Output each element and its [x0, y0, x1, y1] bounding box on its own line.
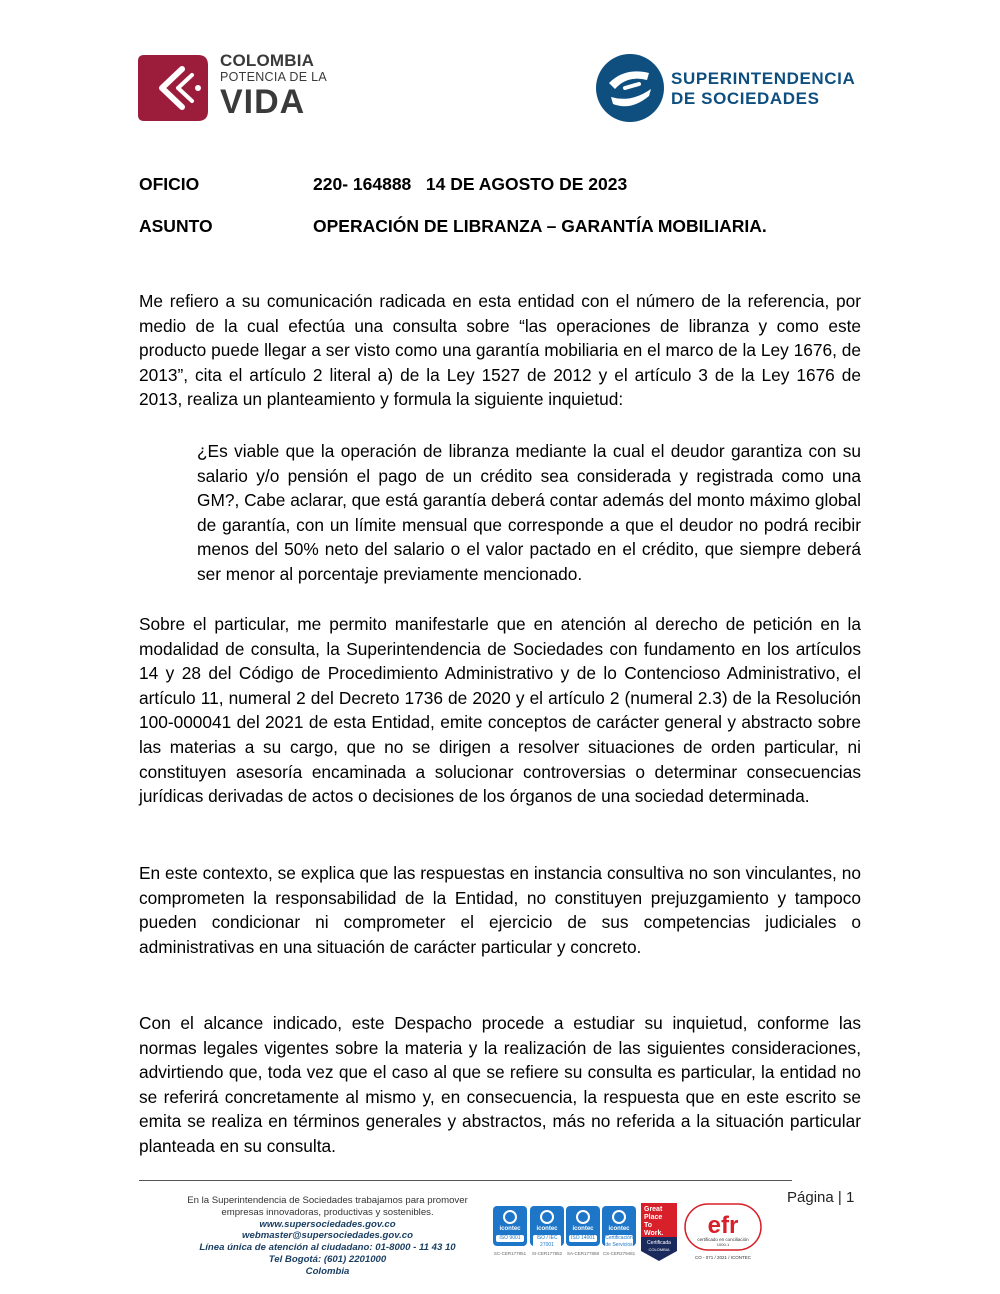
supersociedades-logo-line2: DE SOCIEDADES	[671, 89, 820, 108]
colombia-logo-text	[220, 52, 327, 119]
footer-divider	[139, 1180, 792, 1181]
footer-mission-line2: empresas innovadoras, productivas y sostenibles.	[221, 1206, 434, 1218]
oficio-label: OFICIO	[139, 174, 200, 194]
icontec-icon	[503, 1210, 517, 1224]
colombia-logo-line1: COLOMBIA	[220, 51, 315, 70]
quoted-inquiry: ¿Es viable que la operación de libranza mediante la cual el deudor garantiza con su salario y/o pensión el pago de un crédito sea considerada y registrada como una GM?, Cabe aclarar, que está garantía deberá contar además del monto máximo global de garantía, con un límite mensual que corresponde a que el deudor no podrá recibir menos del 50% neto del salario o el valor pactado en el crédito, que siempre deberá ser menor al porcentaje previamente mencionado.	[197, 441, 861, 584]
superintendencia-de-sociedades-logo	[595, 53, 885, 125]
footer-email-link[interactable]: webmaster@supersociedades.gov.co	[242, 1230, 413, 1242]
paragraph-non-binding: En este contexto, se explica que las respuestas en instancia consultiva no son vinculantes, no comprometen la responsabilidad de la Entidad, no constituyen prejuzgamiento y tampoco pueden condicionar ni comprometer el ejercicio de sus competencias judiciales o administrativas en una situación de carácter particular y concreto.	[139, 863, 861, 957]
footer-country: Colombia	[305, 1265, 350, 1277]
footer-contact-block	[175, 1195, 480, 1278]
supersociedades-logo-text	[671, 69, 855, 109]
icontec-icon	[540, 1210, 554, 1224]
colombia-potencia-de-la-vida-logo	[138, 52, 328, 124]
cert-brand: icontec	[608, 1226, 630, 1232]
efr-certification-badge	[683, 1203, 763, 1263]
supersociedades-logo-line1: SUPERINTENDENCIA	[671, 69, 856, 88]
asunto-label: ASUNTO	[139, 216, 213, 236]
paragraph-scope: Con el alcance indicado, este Despacho procede a estudiar su inquietud, conforme las normas legales vigentes sobre la materia y la realización de las siguientes consideraciones, advirtiendo que, toda vez que el caso al que se refiere su consulta es particular, la entidad no se referirá concretamente al mismo y, en consecuencia, la respuesta que en este escrito se emita se realiza en términos generales y abstractos, más no referida a la situación particular planteada en su consulta.	[139, 1013, 861, 1156]
icontec-icon	[576, 1210, 590, 1224]
footer-mission-line1: En la Superintendencia de Sociedades trabajamos para promover	[187, 1195, 468, 1206]
cert-standard: ISO / IEC 27001	[533, 1235, 561, 1249]
cert-brand: icontec	[499, 1226, 521, 1232]
efr-code: CO - 071 / 2021 / ICONTEC	[694, 1255, 752, 1260]
efr-mark: efr	[707, 1212, 739, 1239]
icontec-services-badge	[602, 1206, 636, 1246]
cert-code: SA-CER177858	[566, 1251, 600, 1256]
paragraph-intro: Me refiero a su comunicación radicada en esta entidad con el número de la referencia, por medio de la cual efectúa una consulta sobre “las operaciones de libranza y como este producto puede llegar a ser visto como una garantía mobiliaria en el marco de la Ley 1676, de 2013”, cita el artículo 2 literal a) de la Ley 1527 de 2012 y el artículo 3 de la Ley 1676 de 2013, realiza un planteamiento y formula la siguiente inquietud:	[139, 291, 861, 410]
footer-phone: Tel Bogotá: (601) 2201000	[268, 1253, 387, 1265]
footer-website-link[interactable]: www.supersociedades.gov.co	[259, 1218, 396, 1230]
asunto-value: OPERACIÓN DE LIBRANZA – GARANTÍA MOBILIARIA.	[313, 216, 767, 236]
supersociedades-logo-mark-icon	[595, 53, 665, 123]
colombia-logo-line3: VIDA	[220, 83, 306, 121]
cert-brand: icontec	[572, 1226, 594, 1232]
gptw-line4: Work.	[644, 1230, 664, 1237]
efr-line2: 1000-1	[716, 1242, 730, 1247]
icontec-iso9001-badge	[493, 1206, 527, 1246]
cert-standard: ISO 14001	[569, 1235, 597, 1242]
cert-code: SI-CER177852	[531, 1251, 563, 1256]
page-number: Página | 1	[787, 1189, 855, 1206]
cert-brand: icontec	[536, 1226, 558, 1232]
gptw-line6: COLOMBIA	[648, 1247, 670, 1252]
efr-line1: certificado en conciliación	[697, 1237, 749, 1242]
cert-standard: Certificación de Servicios	[605, 1235, 633, 1248]
great-place-to-work-badge	[641, 1203, 677, 1261]
colombia-logo-mark-icon	[138, 55, 208, 121]
paragraph-competence: Sobre el particular, me permito manifestarle que en atención al derecho de petición en la modalidad de consulta, la Superintendencia de Sociedades con fundamento en los artículos 14 y 28 del Código de Procedimiento Administrativo y de lo Contencioso Administrativo, el artículo 11, numeral 2 del Decreto 1736 de 2020 y el artículo 2 (numeral 2.3) de la Resolución 100-000041 del 2021 de esta Entidad, emite conceptos de carácter general y abstracto sobre las materias a su cargo, que no se dirigen a resolver situaciones de orden particular, ni constituyen asesoría encaminada a solucionar controversias o determinar consecuencias jurídicas derivadas de actos o decisiones de los órganos de una sociedad determinada.	[139, 614, 861, 807]
oficio-number-date: 220- 164888 14 DE AGOSTO DE 2023	[313, 174, 628, 194]
gptw-line2: Place	[644, 1214, 663, 1221]
gptw-line5: Certificada	[647, 1240, 671, 1246]
cert-code: CS-CER279481	[602, 1251, 636, 1256]
gptw-line1: Great	[644, 1206, 663, 1213]
icontec-iso27001-badge	[530, 1206, 564, 1246]
cert-standard: ISO 9001	[496, 1235, 524, 1242]
cert-code: SC-CER177851	[493, 1251, 527, 1256]
footer-hotline: Línea única de atención al ciudadano: 01-8000 - 11 43 10	[199, 1242, 456, 1254]
colombia-logo-line2: POTENCIA DE LA	[220, 70, 328, 84]
gptw-line3: To	[644, 1222, 653, 1229]
icontec-icon	[612, 1210, 626, 1224]
icontec-iso14001-badge	[566, 1206, 600, 1246]
